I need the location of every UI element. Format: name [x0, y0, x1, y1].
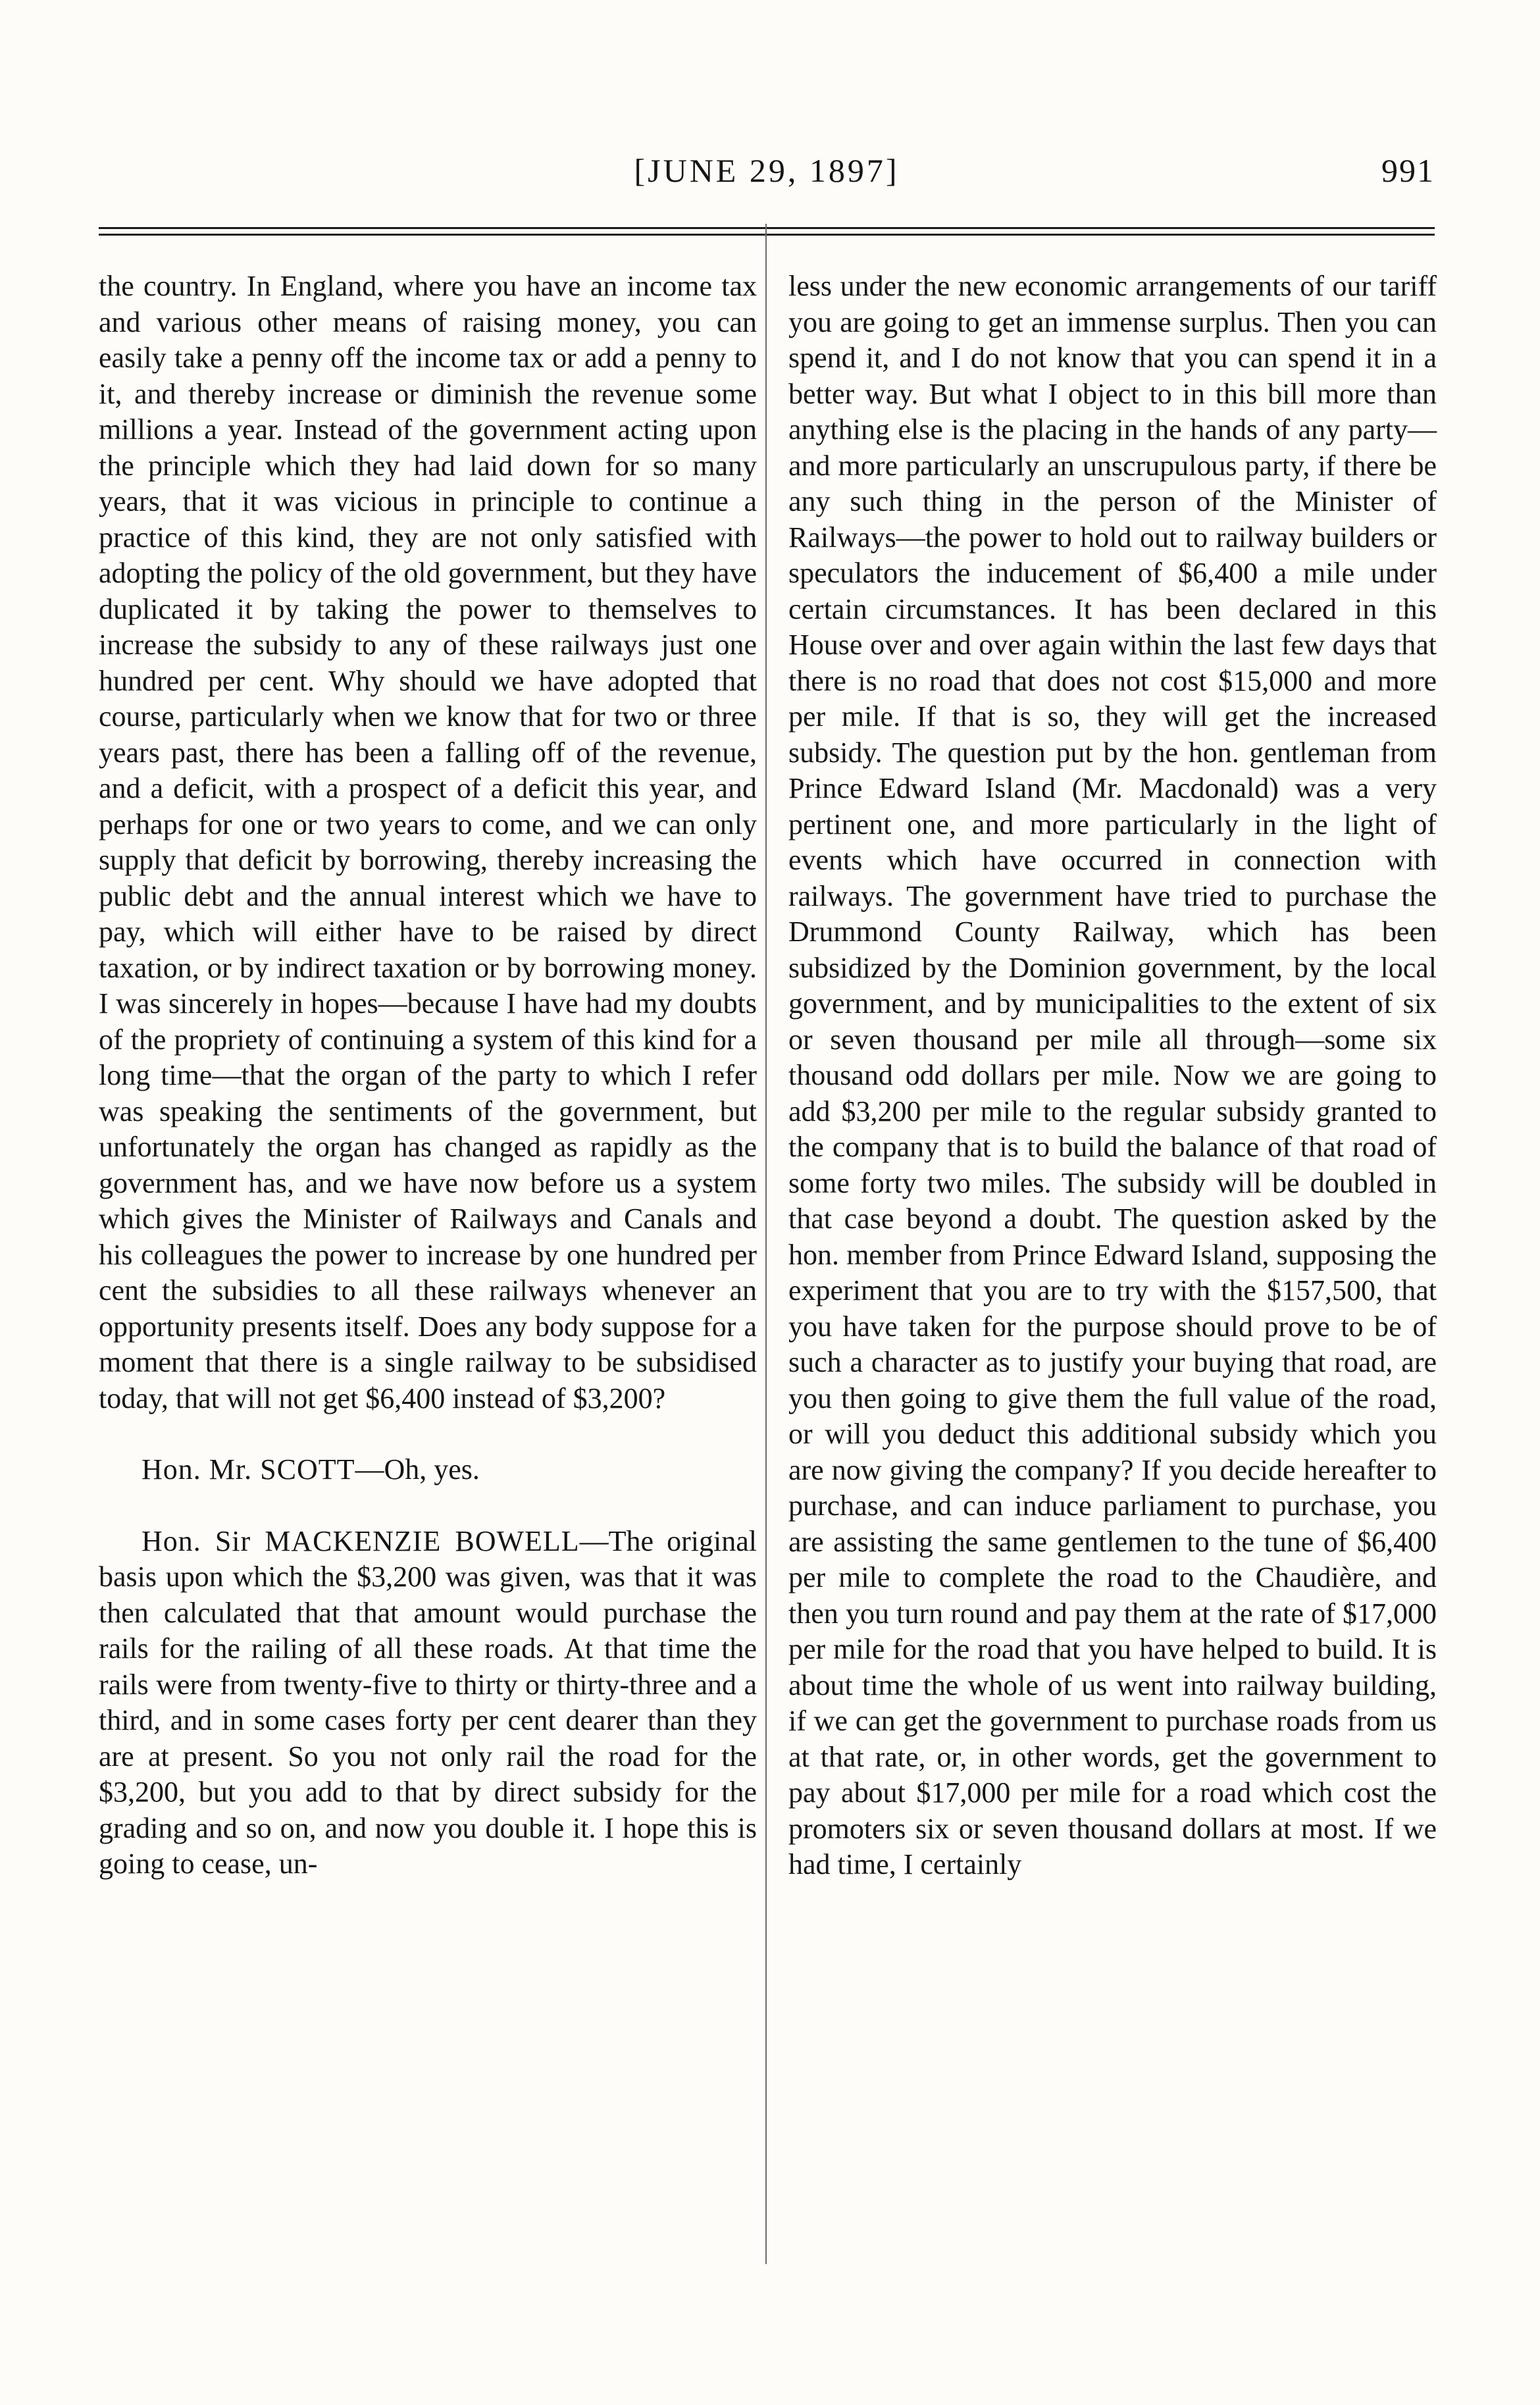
speech-bowell — [99, 1524, 757, 1882]
right-column — [788, 269, 1437, 1883]
speech-scott — [99, 1452, 757, 1488]
left-column — [99, 269, 757, 1882]
page-number: 991 — [1381, 152, 1435, 189]
header-date: [JUNE 29, 1897] — [634, 152, 900, 189]
header-rule-bottom — [99, 234, 1435, 236]
left-paragraph-1: the country. In England, where you have an income tax and various other means of raising money, you can easily take a penny off the income tax or add a penny to it, and thereby increase or diminish the revenue some millions a year. Instead of the government acting upon the principle which they had laid down for so many years, that it was vicious in principle to continue a practice of this kind, they are not only satisfied with adopting the policy of the old government, but they have duplicated it by taking the power to themselves to increase the subsidy to any of these railways just one hundred per cent. Why should we have adopted that course, particularly when we know that for two or three years past, there has been a falling off of the revenue, and a deficit, with a prospect of a deficit this year, and perhaps for one or two years to come, and we can only supply that deficit by borrowing, thereby increasing the public debt and the annual interest which we have to pay, which will either have to be raised by direct taxation, or by indirect taxation or by borrowing money. I was sincerely in hopes—because I have had my doubts of the propriety of continuing a system of this kind for a long time—that the organ of the party to which I refer was speaking the sentiments of the government, but unfortunately the organ has changed as rapidly as the government has, and we have now before us a system which gives the Minister of Railways and Canals and his colleagues the power to increase by one hundred per cent the subsidies to all these railways whenever an opportunity presents itself. Does any body suppose for a moment that there is a single railway to be subsidised today, that will not get $6,400 instead of $3,200? — [99, 270, 757, 1414]
column-divider — [765, 224, 767, 2264]
speaker-name-scott: Hon. Mr. SCOTT — [141, 1453, 355, 1486]
right-paragraph-1: less under the new economic arrangements of our tariff you are going to get an immense surplus. Then you can spend it, and I do not know that you can spend it in a better way. But what I object to in this bill more than anything else is the placing in the hands of any party—and more particularly an unscrupulous party, if there be any such thing in the person of the Minister of Railways—the power to hold out to railway builders or speculators the inducement of $6,400 a mile under certain circumstances. It has been declared in this House over and over again within the last few days that there is no road that does not cost $15,000 and more per mile. If that is so, they will get the increased subsidy. The question put by the hon. gentleman from Prince Edward Island (Mr. Macdonald) was a very pertinent one, and more particularly in the light of events which have occurred in connection with railways. The government have tried to purchase the Drummond County Railway, which has been subsidized by the Dominion government, by the local government, and by municipalities to the extent of six or seven thousand per mile all through—some six thousand odd dollars per mile. Now we are going to add $3,200 per mile to the regular subsidy granted to the company that is to build the balance of that road of some forty two miles. The subsidy will be doubled in that case beyond a doubt. The question asked by the hon. member from Prince Edward Island, supposing the experiment that you are to try with the $157,500, that you have taken for the purpose should prove to be of such a character as to justify your buying that road, are you then going to give them the full value of the road, or will you deduct this additional subsidy which you are now giving the company? If you decide hereafter to purchase, and can induce parliament to purchase, you are assisting the same gentlemen to the tune of $6,400 per mile to complete the road to the Chaudière, and then you turn round and pay them at the rate of $17,000 per mile for the road that you have helped to build. It is about time the whole of us went into railway building, if we can get the government to purchase roads from us at that rate, or, in other words, get the government to pay about $17,000 per mile for a road which cost the promoters six or seven thousand dollars at most. If we had time, I certainly — [788, 270, 1437, 1880]
speaker-name-bowell: Hon. Sir MACKENZIE BOWELL — [141, 1524, 580, 1557]
speech-text-bowell: —The original basis upon which the $3,200 was given, was that it was then calculated that that amount would purchase the rails for the railing of all these roads. At that time the rails were from twenty-five to thirty or thirty-three and a third, and in some cases forty per cent dearer than they are at present. So you not only rail the road for the $3,200, but you add to that by direct subsidy for the grading and so on, and now you double it. I hope this is going to cease, un- — [99, 1524, 757, 1880]
speech-text-scott: —Oh, yes. — [355, 1453, 480, 1486]
page-header — [99, 151, 1435, 197]
header-rule-top — [99, 227, 1435, 229]
